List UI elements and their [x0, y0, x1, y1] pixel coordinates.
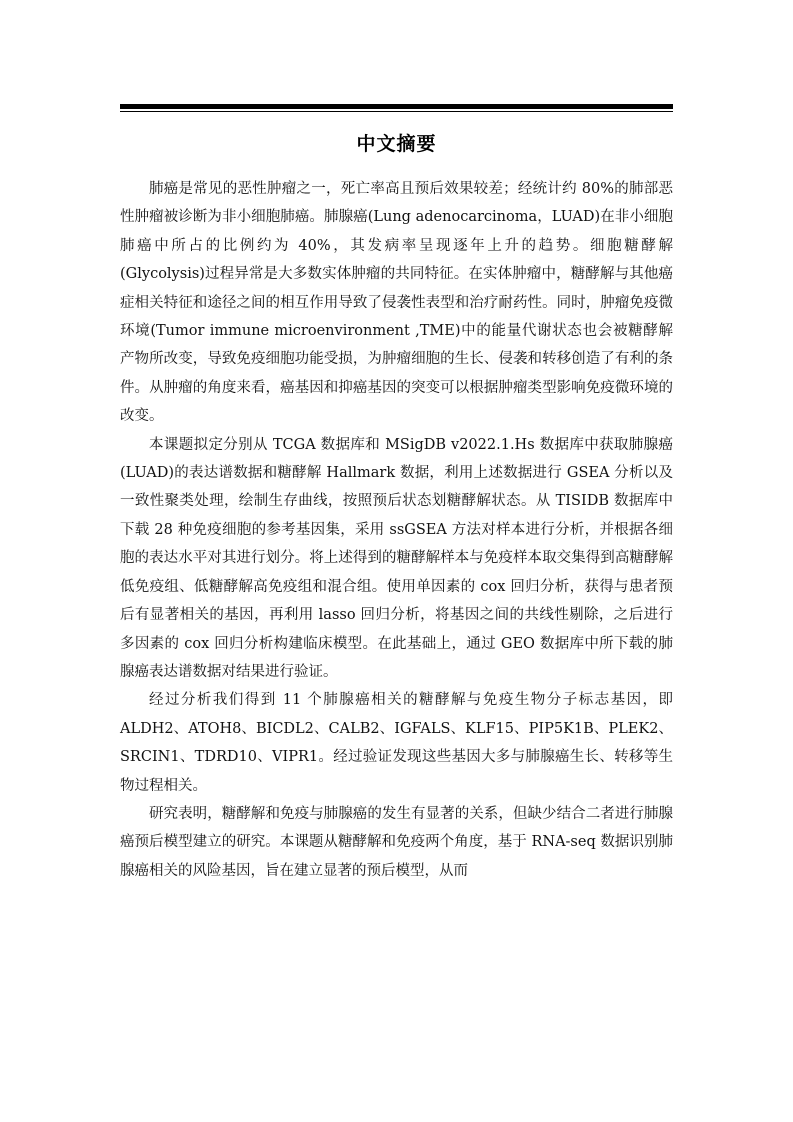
abstract-paragraph-1: 肺癌是常见的恶性肿瘤之一，死亡率高且预后效果较差；经统计约 80%的肺部恶性肿瘤被诊断为非小细胞肺癌。肺腺癌(Lung adenocarcinoma，LUAD)在非小细胞肺癌中所占的比例约为 40%，其发病率呈现逐年上升的趋势。细胞糖酵解(Glycolysis)过程异常是大多数实体肿瘤的共同特征。在实体肿瘤中，糖酵解与其他癌症相关特征和途径之间的相互作用导致了侵袭性表型和治疗耐药性。同时，肿瘤免疫微环境(Tumor immune microenvironment ,TME)中的能量代谢状态也会被糖酵解产物所改变，导致免疫细胞功能受损，为肿瘤细胞的生长、侵袭和转移创造了有利的条件。从肿瘤的角度来看，癌基因和抑癌基因的突变可以根据肿瘤类型影响免疫微环境的改变。 [120, 181, 673, 425]
abstract-paragraph-4: 研究表明，糖酵解和免疫与肺腺癌的发生有显著的关系，但缺少结合二者进行肺腺癌预后模型建立的研究。本课题从糖酵解和免疫两个角度，基于 RNA-seq 数据识别肺腺癌相关的风险基因，旨在建立显著的预后模型，从而 [120, 805, 673, 879]
abstract-paragraph-2: 本课题拟定分别从 TCGA 数据库和 MSigDB v2022.1.Hs 数据库中获取肺腺癌(LUAD)的表达谱数据和糖酵解 Hallmark 数据，利用上述数据进行 GSEA 分析以及一致性聚类处理，绘制生存曲线，按照预后状态划糖酵解状态。从 TISIDB 数据库中下载 28 种免疫细胞的参考基因集，采用 ssGSEA 方法对样本进行分析，并根据各细胞的表达水平对其进行划分。将上述得到的糖酵解样本与免疫样本取交集得到高糖酵解低免疫组、低糖酵解高免疫组和混合组。使用单因素的 cox 回归分析，获得与患者预后有显著相关的基因，再利用 lasso 回归分析，将基因之间的共线性剔除，之后进行多因素的 cox 回归分析构建临床模型。在此基础上，通过 GEO 数据库中所下载的肺腺癌表达谱数据对结果进行验证。 [120, 436, 673, 680]
header-rule-thin [120, 111, 673, 112]
header-rule-thick [120, 104, 673, 109]
abstract-body [120, 175, 673, 885]
abstract-paragraph-3: 经过分析我们得到 11 个肺腺癌相关的糖酵解与免疫生物分子标志基因，即 ALDH2、ATOH8、BICDL2、CALB2、IGFALS、KLF15、PIP5K1B、PLEK2、SRCIN1、TDRD10、VIPR1。经过验证发现这些基因大多与肺腺癌生长、转移等生物过程相关。 [120, 692, 673, 794]
abstract-title: 中文摘要 [356, 133, 437, 155]
